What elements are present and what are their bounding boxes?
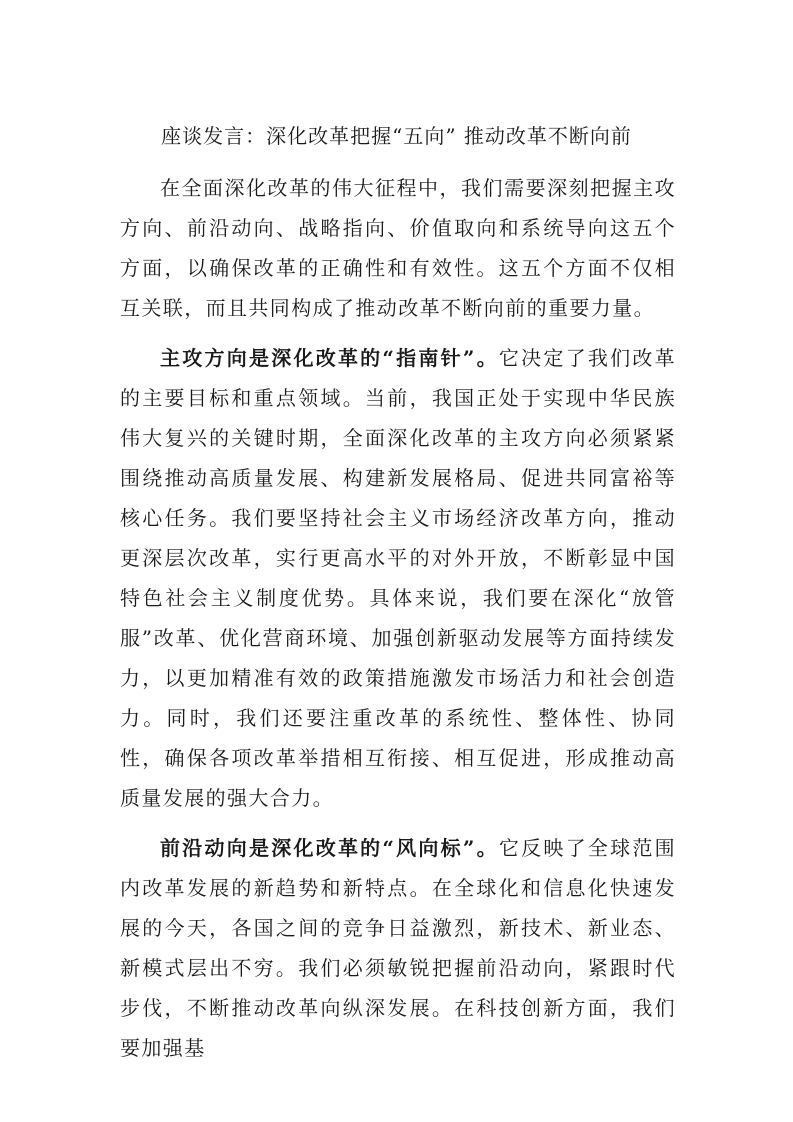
paragraph-intro: [120, 168, 676, 328]
paragraph-text: 在全面深化改革的伟大征程中，我们需要深刻把握主攻方向、前沿动向、战略指向、价值取向和系统导向这五个方面，以确保改革的正确性和有效性。这五个方面不仅相互关联，而且共同构成了推动改革不断向前的重要力量。: [120, 176, 676, 320]
document-body: [120, 168, 676, 1068]
document-title: 座谈发言：深化改革把握“五向” 推动改革不断向前: [161, 124, 632, 148]
paragraph-lead: 主攻方向是深化改革的“指南针”。: [160, 346, 499, 370]
paragraph-main-direction: [120, 338, 676, 818]
paragraph-lead: 前沿动向是深化改革的“风向标”。: [160, 836, 499, 860]
paragraph-text: 它决定了我们改革的主要目标和重点领域。当前，我国正处于实现中华民族伟大复兴的关键时期，全面深化改革的主攻方向必须紧紧围绕推动高质量发展、构建新发展格局、促进共同富裕等核心任务。我们要坚持社会主义市场经济改革方向，推动更深层次改革，实行更高水平的对外开放，不断彰显中国特色社会主义制度优势。具体来说，我们要在深化“放管服”改革、优化营商环境、加强创新驱动发展等方面持续发力，以更加精准有效的政策措施激发市场活力和社会创造力。同时，我们还要注重改革的系统性、整体性、协同性，确保各项改革举措相互衔接、相互促进，形成推动高质量发展的强大合力。: [120, 346, 676, 810]
paragraph-text: 它反映了全球范围内改革发展的新趋势和新特点。在全球化和信息化快速发展的今天，各国之间的竞争日益激烈，新技术、新业态、新模式层出不穷。我们必须敏锐把握前沿动向，紧跟时代步伐，不断推动改革向纵深发展。在科技创新方面，我们要加强基: [120, 836, 676, 1060]
paragraph-frontier-trend: [120, 828, 676, 1068]
